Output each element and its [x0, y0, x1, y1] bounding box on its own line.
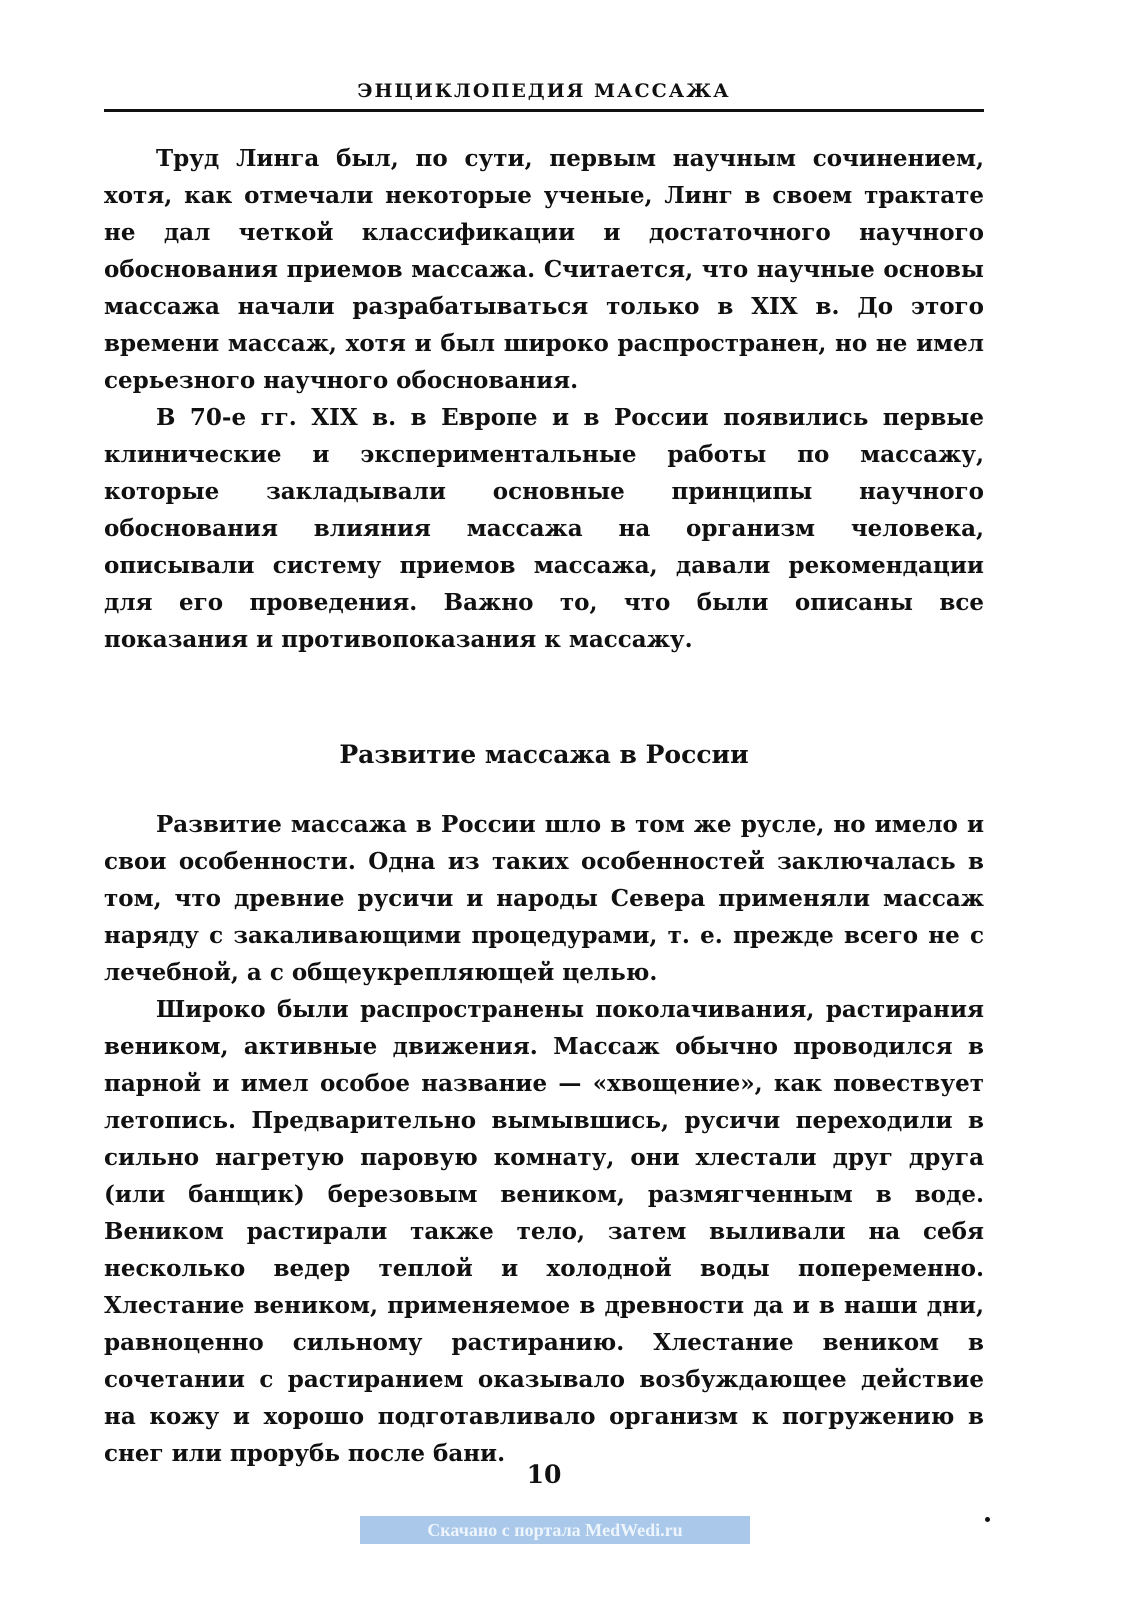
- text-block-bottom: [104, 806, 984, 1472]
- text-block-top: [104, 140, 984, 658]
- paragraph: Труд Линга был, по сути, первым научным сочинением, хотя, как отмечали некоторые ученые, Линг в своем трактате не дал четкой классификации и достаточного научного обоснования приемов массажа. Считается, что научные основы массажа начали разрабатываться только в XIX в. До этого времени массаж, хотя и был широко распространен, но не имел серьезного научного обоснования.: [104, 145, 984, 394]
- paragraph: Развитие массажа в России шло в том же русле, но имело и свои особенности. Одна из таких особенностей заключалась в том, что древние русичи и народы Севера применяли массаж наряду с закаливающими процедурами, т. е. прежде всего не с лечебной, а с общеукрепляющей целью.: [104, 811, 984, 986]
- header-rule: [104, 109, 984, 112]
- section-heading: Развитие массажа в России: [339, 740, 749, 769]
- scan-speck: [985, 1517, 990, 1522]
- running-header: ЭНЦИКЛОПЕДИЯ МАССАЖА: [357, 80, 731, 102]
- paragraph: В 70-е гг. XIX в. в Европе и в России появились первые клинические и экспериментальные работы по массажу, которые закладывали основные принципы научного обоснования влияния массажа на организм человека, описывали систему приемов массажа, давали рекомендации для его проведения. Важно то, что были описаны все показания и противопоказания к массажу.: [104, 404, 984, 653]
- paragraph: Широко были распространены поколачивания, растирания веником, активные движения. Массаж обычно проводился в парной и имел особое название — «хвощение», как повествует летопись. Предварительно вымывшись, русичи переходили в сильно нагретую паровую комнату, они хлестали друг друга (или банщик) березовым веником, размягченным в воде. Веником растирали также тело, затем выливали на себя несколько ведер теплой и холодной воды попеременно. Хлестание веником, применяемое в древности да и в наши дни, равноценно сильному растиранию. Хлестание веником в сочетании с растиранием оказывало возбуждающее действие на кожу и хорошо подготавливало организм к погружению в снег или прорубь после бани.: [104, 996, 984, 1467]
- watermark-link[interactable]: Скачано с портала MedWedi.ru: [360, 1516, 750, 1544]
- page-number: 10: [526, 1460, 562, 1489]
